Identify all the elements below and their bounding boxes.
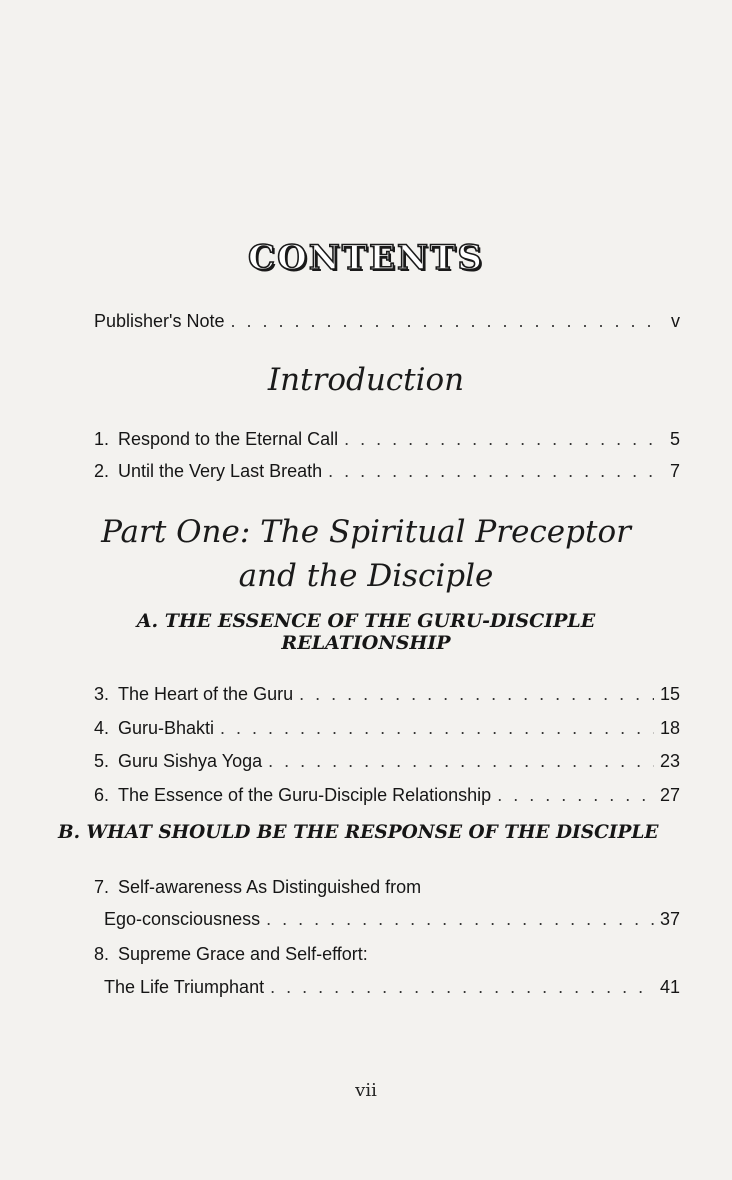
entry-label-continuation: The Life Triumphant [104,977,265,997]
toc-entry-1[interactable] [94,428,680,450]
toc-entry-3[interactable] [94,683,680,705]
entry-number: 6. [94,785,110,805]
entry-page: 37 [659,909,680,929]
toc-entry-7-line1[interactable] [94,876,421,898]
section-a-heading-line2: RELATIONSHIP [281,632,451,654]
dot-leader [220,717,654,739]
entry-label: Guru-Bhakti [118,718,215,738]
entry-page: 23 [659,751,680,771]
page-number-footer: vii [355,1080,377,1101]
section-a-heading-line1: A. THE ESSENCE OF THE GURU-DISCIPLE [136,610,596,632]
entry-label: Supreme Grace and Self-effort: [118,944,368,964]
entry-label: Self-awareness As Distinguished from [118,877,422,897]
toc-entry-4[interactable] [94,717,680,739]
entry-label: Guru Sishya Yoga [118,751,263,771]
entry-number: 3. [94,684,110,704]
toc-entry-8-line2[interactable] [104,976,680,998]
page-title: CONTENTS [248,238,484,278]
entry-page: 5 [669,429,680,449]
introduction-heading: Introduction [267,362,465,398]
entry-number: 7. [94,877,110,897]
part-one-heading-line2: and the Disciple [238,558,494,594]
toc-entry-7-line2[interactable] [104,908,680,930]
entry-label: Respond to the Eternal Call [118,429,339,449]
dot-leader [328,460,660,482]
dot-leader [270,976,654,998]
section-b-heading: B. WHAT SHOULD BE THE RESPONSE OF THE DISCIPLE [58,822,659,843]
toc-entry-2[interactable] [94,460,680,482]
dot-leader [344,428,660,450]
dot-leader [266,908,654,930]
entry-number: 2. [94,461,110,481]
entry-label: The Essence of the Guru-Disciple Relationship [118,785,492,805]
entry-page: v [671,311,680,331]
toc-entry-publishers-note[interactable] [94,310,680,332]
dot-leader [497,784,654,806]
entry-page: 27 [659,785,680,805]
entry-page: 7 [669,461,680,481]
dot-leader [299,683,654,705]
entry-label-continuation: Ego-consciousness [104,909,261,929]
entry-number: 4. [94,718,110,738]
dot-leader [231,310,661,332]
entry-number: 1. [94,429,110,449]
entry-number: 5. [94,751,110,771]
entry-page: 18 [659,718,680,738]
entry-page: 41 [659,977,680,997]
part-one-heading-line1: Part One: The Spiritual Preceptor [101,514,631,550]
entry-label: The Heart of the Guru [118,684,294,704]
toc-entry-8-line1[interactable] [94,943,368,965]
toc-entry-6[interactable] [94,784,680,806]
entry-page: 15 [659,684,680,704]
dot-leader [268,750,654,772]
entry-label: Publisher's Note [94,311,225,331]
toc-entry-5[interactable] [94,750,680,772]
entry-label: Until the Very Last Breath [118,461,323,481]
entry-number: 8. [94,944,110,964]
